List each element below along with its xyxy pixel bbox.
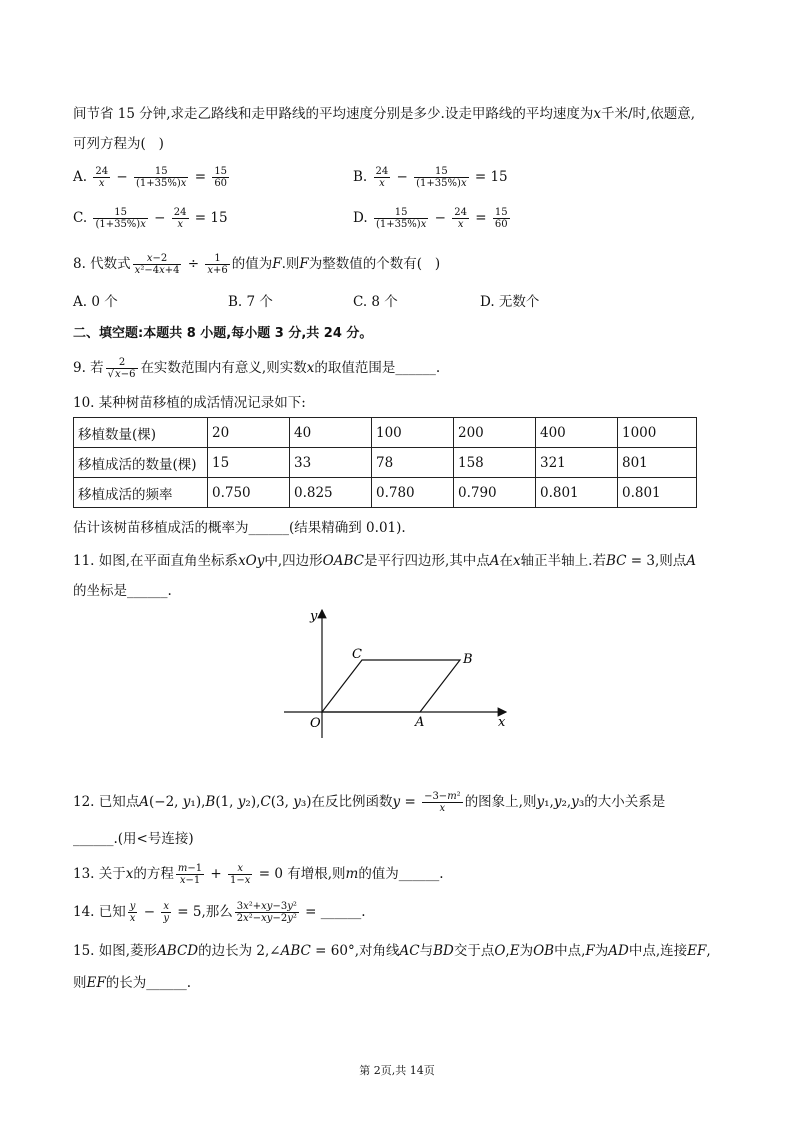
table-cell: 40 <box>290 418 372 448</box>
page-footer: 第 2页,共 14页 <box>359 1064 435 1077</box>
q11-line1: 11. 如图,在平面直角坐标系xOy中,四边形OABC是平行四边形,其中点A在x轴正半轴上.若BC = 3,则点A <box>73 553 697 569</box>
label-x: x <box>498 715 506 730</box>
q15-line1: 15. 如图,菱形ABCD的边长为 2,∠ABC = 60°,对角线AC与BD交于点O,E为OB中点,F为AD中点,连接EF, <box>73 943 711 959</box>
parallelogram-figure <box>280 600 520 745</box>
q8-option-b: B. 7 个 <box>228 294 273 310</box>
q12-line2: ______.(用<号连接) <box>73 831 194 847</box>
table-cell: 100 <box>372 418 454 448</box>
table-row <box>74 448 697 478</box>
q8-option-d: D. 无数个 <box>480 294 540 310</box>
table-cell: 33 <box>290 448 372 478</box>
table-cell: 78 <box>372 448 454 478</box>
q15-line2: 则EF的长为______. <box>73 975 192 991</box>
q7-option-d: D. $\frac{15}{(1+35\%)x}$ − $\frac{24}{x}$ = $\frac{15}{60}$ <box>353 207 508 230</box>
label-a: A <box>415 715 425 730</box>
q14-text: 14. 已知 $\frac{y}{x}$ − $\frac{x}{y}$ = 5,那么 $\frac{\text{3x²+xy−3y²}}{\text{2x²−xy−2y²}}$ = ______. <box>73 901 366 924</box>
table-cell: 158 <box>454 448 536 478</box>
table-cell: 20 <box>208 418 290 448</box>
section-heading: 二、填空题:本题共 8 小题,每小题 3 分,共 24 分。 <box>73 326 373 341</box>
row-header: 移植数量(棵) <box>74 418 208 448</box>
label-c: C <box>352 647 362 662</box>
table-cell: 0.790 <box>454 478 536 508</box>
table-cell: 0.750 <box>208 478 290 508</box>
table-cell: 1000 <box>618 418 697 448</box>
q8-stem: 8. 代数式 $\frac{x-2}{\text{x²−4x+4}}$ ÷ $\frac{1}{x+6}$ 的值为F.则F为整数值的个数有( ) <box>73 253 441 276</box>
q7-option-b: B. $\frac{24}{x}$ − $\frac{15}{(1+35\%)x}$ = 15 <box>353 166 508 189</box>
q7-line2: 可列方程为( ) <box>73 136 164 152</box>
table-cell: 0.825 <box>290 478 372 508</box>
table-cell: 801 <box>618 448 697 478</box>
q8-option-c: C. 8 个 <box>353 294 398 310</box>
parallelogram-oabc <box>322 660 460 712</box>
table-cell: 321 <box>536 448 618 478</box>
table-cell: 200 <box>454 418 536 448</box>
label-y: y <box>310 609 318 624</box>
q10-after: 估计该树苗移植成活的概率为______(结果精确到 0.01). <box>73 520 406 536</box>
q7-line1: 间节省 15 分钟,求走乙路线和走甲路线的平均速度分别是多少.设走甲路线的平均速度为x千米/时,依题意, <box>73 106 696 122</box>
row-header: 移植成活的数量(棵) <box>74 448 208 478</box>
q7-option-a: A. $\frac{24}{x}$ − $\frac{15}{(1+35\%)x}$ = $\frac{15}{60}$ <box>73 166 228 189</box>
row-header: 移植成活的频率 <box>74 478 208 508</box>
q7-option-c: C. $\frac{15}{(1+35\%)x}$ − $\frac{24}{x}$ = 15 <box>73 207 228 230</box>
table-cell: 0.801 <box>618 478 697 508</box>
q11-line2: 的坐标是______. <box>73 583 172 599</box>
label-o: O <box>310 716 321 731</box>
q10-intro: 10. 某种树苗移植的成活情况记录如下: <box>73 395 306 411</box>
q8-option-a: A. 0 个 <box>73 294 118 310</box>
table-cell: 0.801 <box>536 478 618 508</box>
q12-line1: 12. 已知点A(−2, y₁),B(1, y₂),C(3, y₃)在反比例函数y = $\frac{\text{−3−m²}}{x}$ 的图象上,则y₁,y₂,y₃的大小关系是 <box>73 791 666 814</box>
q13-text: 13. 关于x的方程 $\frac{m-1}{x-1}$ + $\frac{x}{1-x}$ = 0 有增根,则m的值为______. <box>73 863 444 886</box>
table-cell: 0.780 <box>372 478 454 508</box>
table-row <box>74 478 697 508</box>
table-cell: 400 <box>536 418 618 448</box>
seedling-table <box>73 417 697 508</box>
q9-text: 9. 若 $\frac{2}{√x-6}$ 在实数范围内有意义,则实数x的取值范围是______. <box>73 357 441 380</box>
table-row <box>74 418 697 448</box>
table-cell: 15 <box>208 448 290 478</box>
label-b: B <box>463 652 473 667</box>
